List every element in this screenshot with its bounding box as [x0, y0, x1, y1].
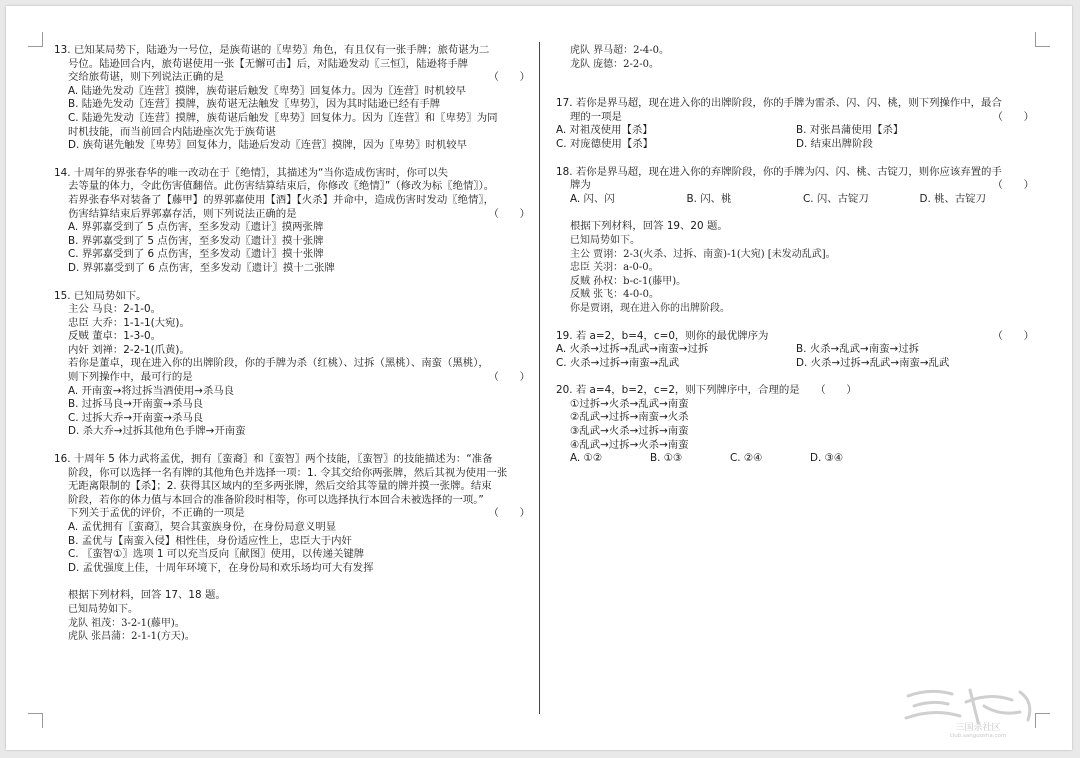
question-stem: 伤害结算结束后界郭嘉存活，则下列说法正确的是 （ ）	[68, 207, 530, 220]
material-intro: 根据下列材料，回答 19、20 题。	[570, 220, 728, 233]
sanguosha-watermark-logo	[900, 682, 1050, 738]
question-stem: 15. 已知局势如下。	[54, 289, 147, 302]
option-b: B. 陆逊先发动〖连营〗摸牌，族荀谌无法触发〖卑势〗，因为其时陆逊已经有手牌	[68, 98, 441, 111]
option-c: C. 对庞德使用【杀】	[556, 137, 653, 150]
crop-mark	[28, 32, 43, 47]
option-c: C. ②④	[730, 452, 763, 465]
option-a: A. 对祖茂使用【杀】	[556, 124, 653, 137]
question-stem: 13. 已知某局势下，陆逊为一号位，是族荀谌的〖卑势〗角色，有且仅有一张手牌；旅荀谌为二	[54, 44, 490, 56]
material-line: 已知局势如下。	[68, 603, 138, 615]
question-stem: 若界张春华对装备了【藤甲】的界郭嘉使用【酒】【火杀】并命中，造成伤害时发动〖绝情〗，	[68, 193, 495, 206]
material-line: 你是贾诩，现在进入你的出牌阶段。	[570, 302, 730, 314]
material-line: 反贼 孙权：b-c-1(藤甲)。	[570, 275, 687, 287]
material-17-18	[54, 589, 532, 643]
question-stem: 牌为 （ ）	[570, 179, 1034, 192]
option-a: A. 孟优拥有〖蛮裔〗，契合其蛮族身份，在身份局意义明显	[68, 521, 337, 533]
option-a: A. 开南蛮→将过拆当酒使用→杀马良	[68, 384, 235, 397]
option-b: B. 孟优与【南蛮入侵】相性佳，身份适应性上，忠臣大于内奸	[68, 534, 352, 547]
option-a: A. 闪、闪	[570, 192, 615, 205]
answer-paren: （ ）	[820, 384, 857, 397]
question-18	[556, 166, 1036, 207]
option-c: C. 陆逊先发动〖连营〗摸牌，族荀谌后触发〖卑势〗回复体力。因为〖连营〗和〖卑势〗为同	[68, 111, 498, 124]
sequence-item: ②乱武→过拆→南蛮→火杀	[570, 411, 689, 424]
question-stem: 16. 十周年 5 体力武将孟优，拥有〖蛮裔〗和〖蛮智〗两个技能，〖蛮智〗的技能描述为：“准备	[54, 453, 493, 466]
question-stem: 去等量的体力，令此伤害值翻倍。此伤害结算结束后，你修改〖绝情〗”（修改为标〖绝情〗）。	[68, 180, 495, 193]
question-stem: 交给旅荀谌，则下列说法正确的是 （ ）	[68, 71, 530, 84]
question-stem: 理的一项是 （ ）	[570, 110, 1034, 123]
option-b: B. ①③	[650, 452, 683, 465]
logo-icon	[900, 682, 1050, 738]
options	[556, 343, 1036, 370]
option-b: B. 对张昌蒲使用【杀】	[796, 124, 904, 137]
option-a: A. 界郭嘉受到了 5 点伤害，至多发动〖遗计〗摸两张牌	[68, 221, 324, 234]
option-d: D. 界郭嘉受到了 6 点伤害，至多发动〖遗计〗摸十二张牌	[68, 261, 335, 274]
option-a: A. ①②	[570, 452, 603, 465]
sequence-item: ④乱武→过拆→火杀→南蛮	[570, 438, 689, 451]
situation-line: 内奸 刘禅：2-2-1(爪黄)。	[68, 343, 190, 356]
question-stem: 号位。陆逊回合内，旅荀谌使用一张【无懈可击】后，对陆逊发动〖三恒〗，陆逊将手牌	[68, 57, 469, 70]
material-line: 主公 贾诩：2-3(火杀、过拆、南蛮)-1(大宛) [未发动乱武]。	[570, 248, 836, 260]
answer-paren: （ ）	[488, 207, 530, 220]
question-16	[54, 453, 532, 575]
question-14	[54, 167, 532, 276]
document-page	[6, 6, 1072, 750]
material-line: 龙队 祖茂：3-2-1(藤甲)。	[68, 617, 185, 629]
material-line: 龙队 庞德：2-2-0。	[570, 58, 660, 70]
material-intro: 根据下列材料，回答 17、18 题。	[68, 589, 226, 602]
option-d: D. 杀大乔→过拆其他角色手牌→开南蛮	[68, 425, 246, 438]
options	[556, 452, 890, 466]
option-b: B. 过拆马良→开南蛮→杀马良	[68, 398, 204, 411]
question-stem: 19. 若 a=2，b=4，c=0，则你的最优牌序为 （ ）	[556, 329, 1034, 342]
question-13	[54, 44, 532, 153]
option-c: C. 闪、古锭刀	[803, 192, 869, 205]
option-d: D. 结束出牌阶段	[796, 137, 873, 150]
options	[556, 193, 1036, 207]
question-stem: 18. 若你是界马超，现在进入你的弃牌阶段，你的手牌为闪、闪、桃、古锭刀，则你应该弃置的手	[556, 165, 1002, 178]
right-column	[556, 44, 1036, 480]
answer-paren: （ ）	[992, 329, 1034, 342]
answer-paren: （ ）	[488, 507, 530, 520]
option-b: B. 火杀→乱武→南蛮→过拆	[796, 343, 919, 356]
material-19-20	[556, 220, 1036, 315]
sequence-item: ③乱武→火杀→过拆→南蛮	[570, 425, 689, 438]
svg-text:三国杀社区: 三国杀社区	[955, 723, 1001, 733]
option-c: C. 火杀→过拆→南蛮→乱武	[556, 356, 680, 369]
question-stem: 20. 若 a=4，b=2，c=2，则下列牌序中，合理的是 （ ）	[556, 384, 857, 397]
option-d: D. 孟优强度上佳，十周年环境下，在身份局和欢乐场均可大有发挥	[68, 561, 374, 574]
question-stem: 阶段，你可以选择一名有牌的其他角色并选择一项：1. 令其交给你两张牌，然后其视为使用一张	[68, 466, 508, 479]
options	[556, 124, 1036, 151]
question-15	[54, 290, 532, 440]
svg-text:club.sanguosha.com: club.sanguosha.com	[949, 733, 1007, 738]
answer-paren: （ ）	[992, 179, 1034, 192]
material-17-18-cont	[556, 44, 1036, 71]
option-d: D. 桃、古锭刀	[919, 192, 987, 205]
option-c: C. 〖蛮智①〗选项 1 可以充当反向〖献图〗使用，以传递关键牌	[68, 548, 365, 561]
option-d: D. 族荀谌先触发〖卑势〗回复体力，陆逊后发动〖连营〗摸牌，因为〖卑势〗时机较早	[68, 139, 468, 152]
situation-line: 主公 马良：2-1-0。	[68, 303, 161, 316]
option-c: C. 过拆大乔→开南蛮→杀马良	[68, 411, 204, 424]
question-stem: 下列关于孟优的评价，不正确的一项是 （ ）	[68, 507, 530, 520]
material-line: 忠臣 关羽：a-0-0。	[570, 262, 659, 274]
question-stem: 17. 若你是界马超，现在进入你的出牌阶段，你的手牌为雷杀、闪、闪、桃，则下列操作中，最合	[556, 97, 1002, 110]
column-divider	[539, 42, 540, 714]
material-line: 反贼 张飞：4-0-0。	[570, 289, 660, 301]
answer-paren: （ ）	[488, 371, 530, 384]
option-a: A. 火杀→过拆→乱武→南蛮→过拆	[556, 343, 709, 356]
option-b: B. 界郭嘉受到了 5 点伤害，至多发动〖遗计〗摸十张牌	[68, 234, 324, 247]
option-d: D. ③④	[810, 452, 844, 465]
question-stem: 则下列操作中，最可行的是 （ ）	[68, 371, 530, 384]
sequence-item: ①过拆→火杀→乱武→南蛮	[570, 397, 689, 410]
situation-line: 忠臣 大乔：1-1-1(大宛)。	[68, 316, 190, 329]
situation-line: 反贼 董卓：1-3-0。	[68, 330, 161, 343]
question-stem: 若你是董卓，现在进入你的出牌阶段，你的手牌为杀（红桃）、过拆（黑桃）、南蛮（黑桃），	[68, 357, 489, 370]
question-20	[556, 384, 1036, 466]
material-line: 虎队 界马超：2-4-0。	[570, 45, 670, 56]
answer-paren: （ ）	[488, 71, 530, 84]
option-d: D. 火杀→过拆→乱武→南蛮→乱武	[796, 356, 950, 369]
crop-mark	[28, 713, 43, 728]
question-stem: 无距离限制的【杀】；2. 获得其区域内的至多两张牌，然后交给其等量的牌并摸一张牌。结束	[68, 480, 492, 493]
material-line: 虎队 张昌蒲：2-1-1(方天)。	[68, 631, 195, 643]
option-c-cont: 时机技能，而当前回合内陆逊座次先于族荀谌	[68, 125, 276, 138]
left-column	[54, 44, 532, 658]
option-a: A. 陆逊先发动〖连营〗摸牌，族荀谌后触发〖卑势〗回复体力。因为〖连营〗时机较早	[68, 84, 466, 97]
question-17	[556, 97, 1036, 151]
option-c: C. 界郭嘉受到了 6 点伤害，至多发动〖遗计〗摸十张牌	[68, 248, 324, 261]
option-b: B. 闪、桃	[686, 192, 732, 205]
question-stem: 14. 十周年的界张春华的唯一改动在于〖绝情〗，其描述为“当你造成伤害时，你可以失	[54, 166, 449, 179]
crop-mark	[1035, 32, 1050, 47]
question-19	[556, 330, 1036, 371]
material-line: 已知局势如下。	[570, 234, 640, 246]
question-stem: 阶段，若你的体力值与本回合的准备阶段时相等，你可以选择执行本回合未被选择的一项。”	[68, 493, 484, 506]
answer-paren: （ ）	[992, 110, 1034, 123]
